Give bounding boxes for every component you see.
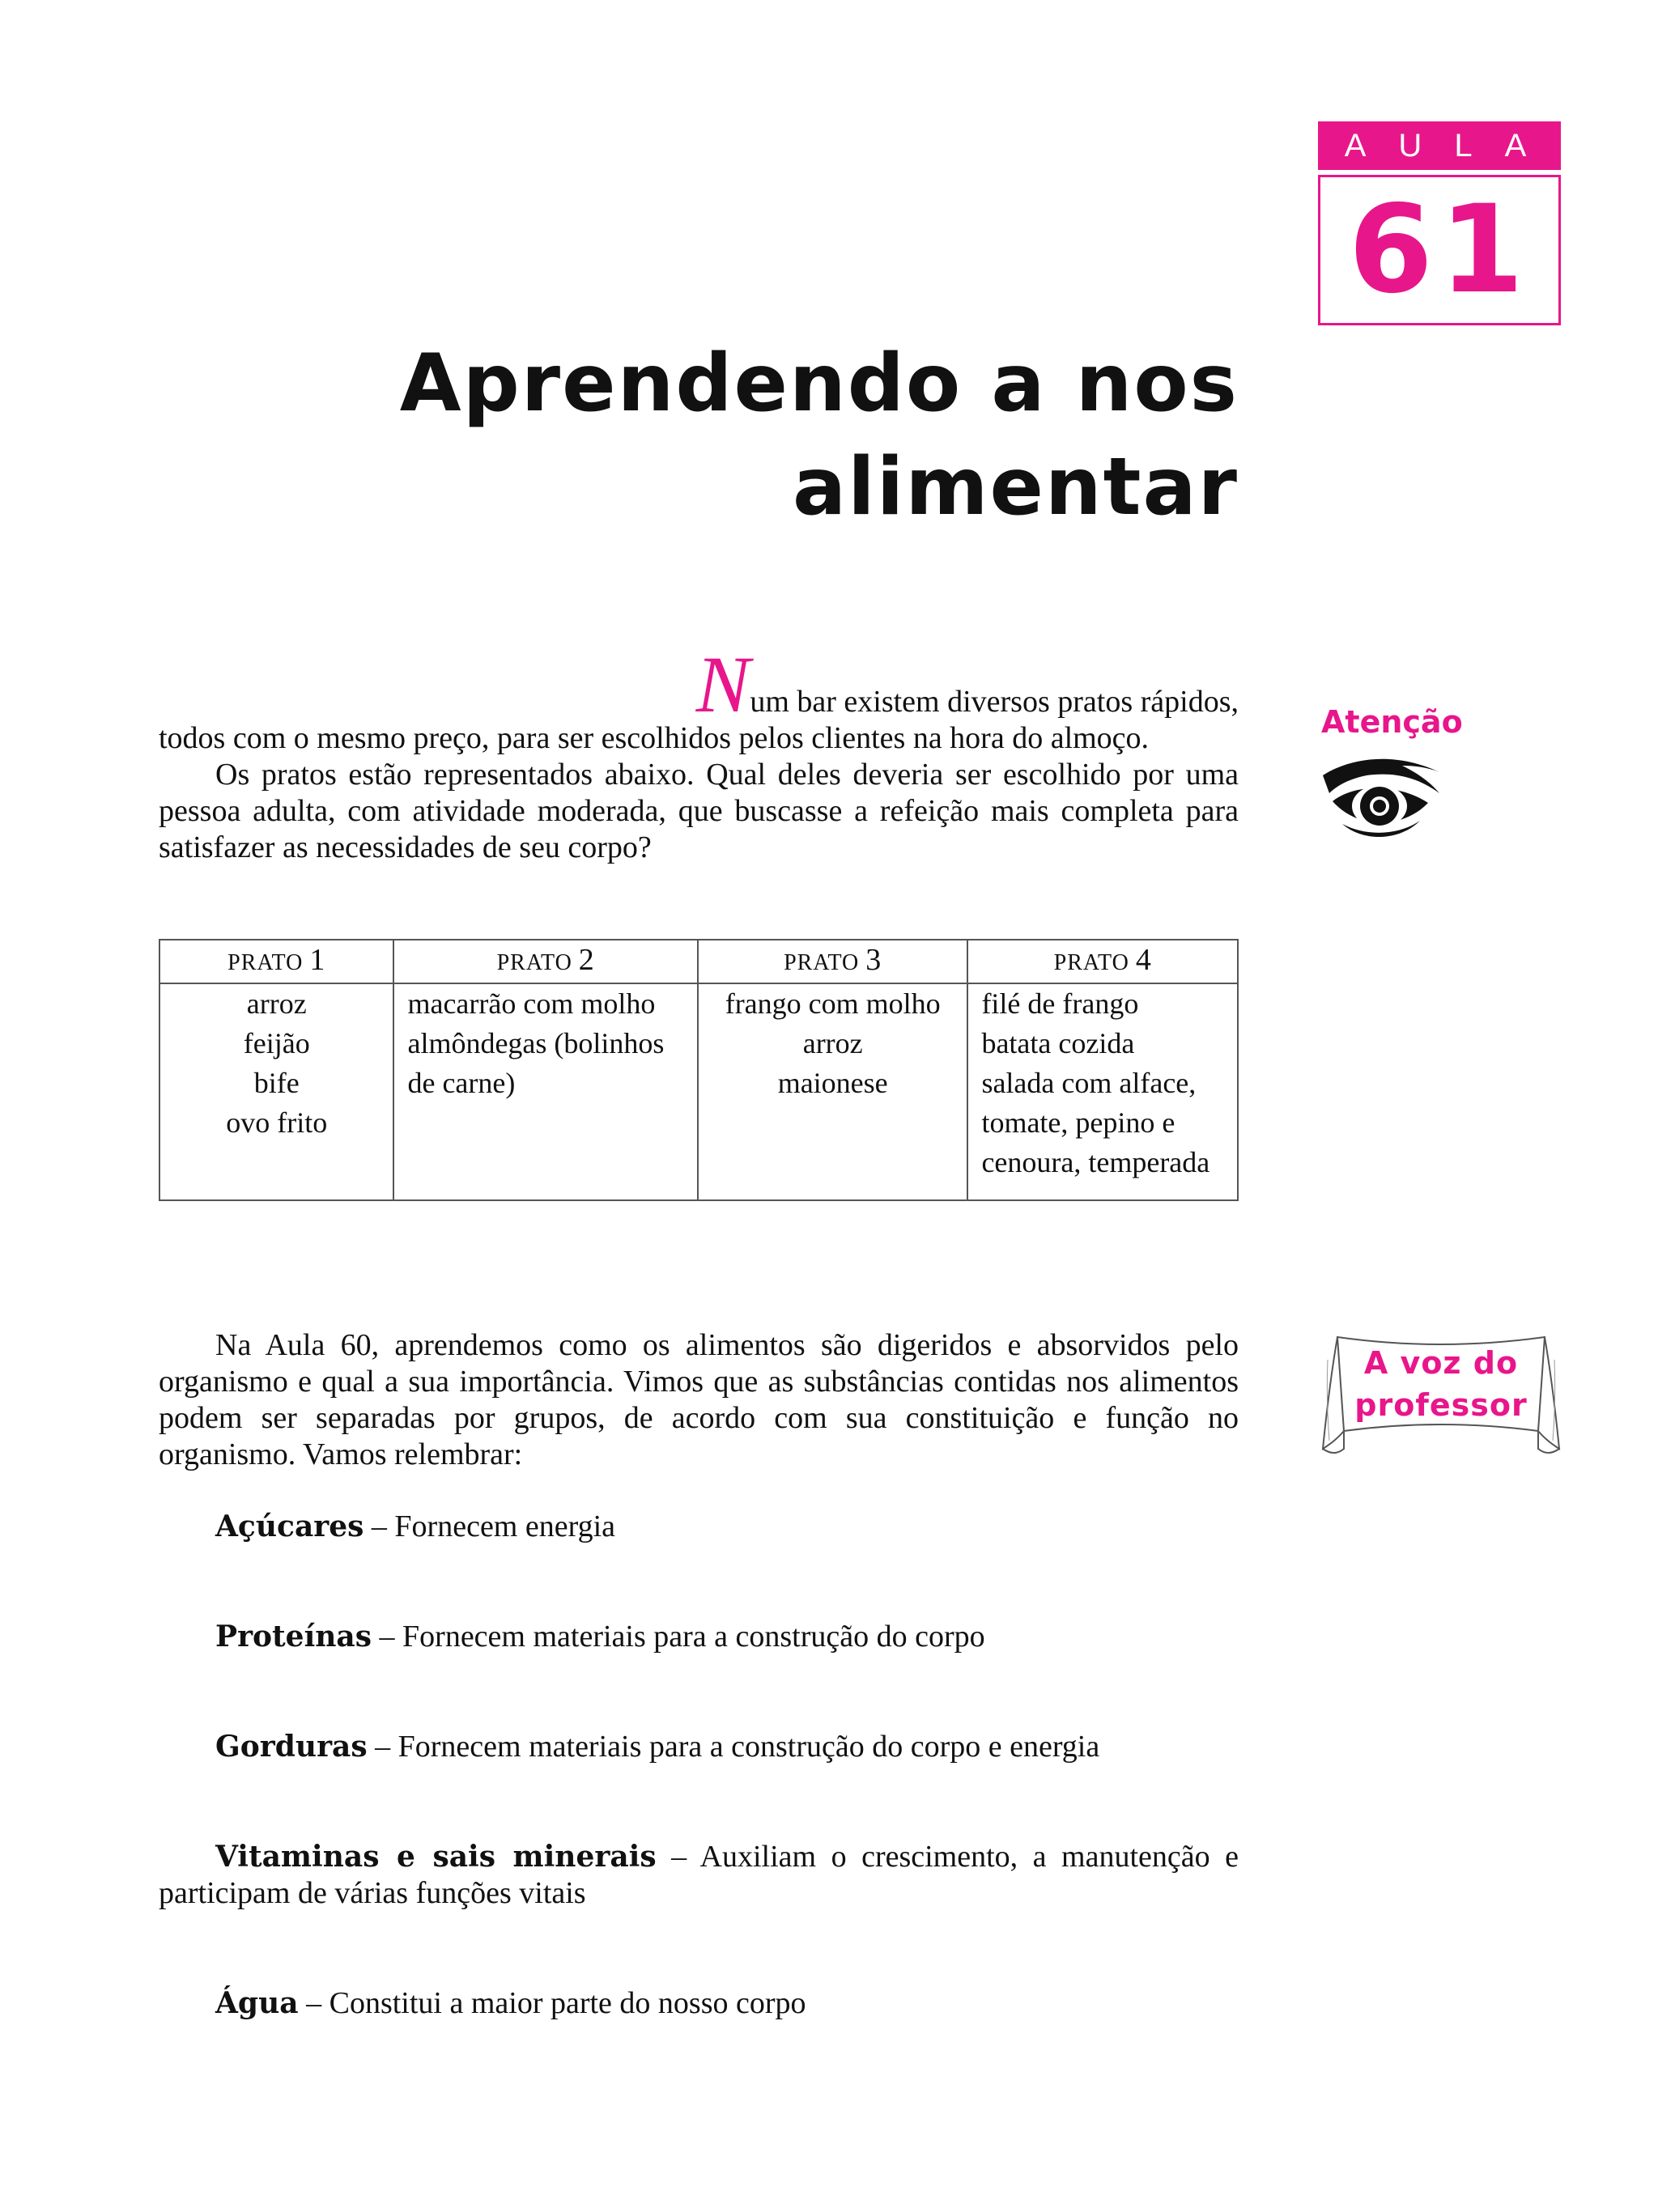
aula-badge <box>1318 121 1561 325</box>
voz-text: A voz do professor <box>1354 1345 1528 1423</box>
definition-gorduras: Gorduras – Fornecem materiais para a construção do corpo e energia <box>215 1730 1100 1764</box>
review-paragraph: Na Aula 60, aprendemos como os alimentos são digeridos e absorvidos pelo organismo e qual a sua importância. Vimos que as substâncias contidas nos alimentos podem ser separadas por grupos, de acordo com sua constituição e função no organismo. Vamos relembrar: <box>159 1328 1239 1471</box>
title-line-1: Aprendendo a nos <box>399 338 1239 430</box>
intro-paragraph-2: Os pratos estão representados abaixo. Qual deles deveria ser escolhido por uma pessoa adulta, com atividade moderada, que buscasse a refeição mais completa para satisfazer as necessidades de seu corpo? <box>159 758 1239 864</box>
table-header-prato-3: PRATO 3 <box>698 940 968 983</box>
eye-icon <box>1318 751 1448 842</box>
definition-acucares: Açúcares – Fornecem energia <box>215 1509 615 1543</box>
drop-cap: N <box>695 639 750 729</box>
table-cell-prato-2: macarrão com molho almôndegas (bolinhos de carne) <box>393 983 697 1200</box>
definition-vitaminas: Vitaminas e sais minerais – Auxiliam o crescimento, a manutenção e participam de várias funções vitais <box>159 1840 1239 1910</box>
aula-number: 61 <box>1318 175 1561 325</box>
table-cell-prato-1: arroz feijão bife ovo frito <box>159 983 393 1200</box>
table-row <box>159 983 1238 1200</box>
title-line-2: alimentar <box>793 441 1239 533</box>
voz-do-professor-banner <box>1320 1327 1562 1473</box>
page-title <box>372 332 1239 539</box>
table-header-prato-1: PRATO 1 <box>159 940 393 983</box>
intro-text <box>159 639 1239 866</box>
table-header-prato-4: PRATO 4 <box>967 940 1238 983</box>
table-cell-prato-4: filé de frango batata cozida salada com alface, tomate, pepino e cenoura, temperada <box>967 983 1238 1200</box>
table-header-prato-2: PRATO 2 <box>393 940 697 983</box>
aula-label: AULA <box>1318 121 1561 170</box>
table-header-row <box>159 940 1238 983</box>
intro-first-line <box>159 639 1239 729</box>
intro-line1-rest: um bar existem diversos pratos rápidos, <box>750 685 1239 719</box>
intro-line-2: todos com o mesmo preço, para ser escolhidos pelos clientes na hora do almoço. <box>159 721 1150 755</box>
table-cell-prato-3: frango com molho arroz maionese <box>698 983 968 1200</box>
pratos-table <box>159 939 1239 1201</box>
definition-proteinas: Proteínas – Fornecem materiais para a construção do corpo <box>215 1620 985 1654</box>
atencao-label: Atenção <box>1321 704 1463 740</box>
definition-agua: Água – Constitui a maior parte do nosso corpo <box>215 1986 806 2020</box>
